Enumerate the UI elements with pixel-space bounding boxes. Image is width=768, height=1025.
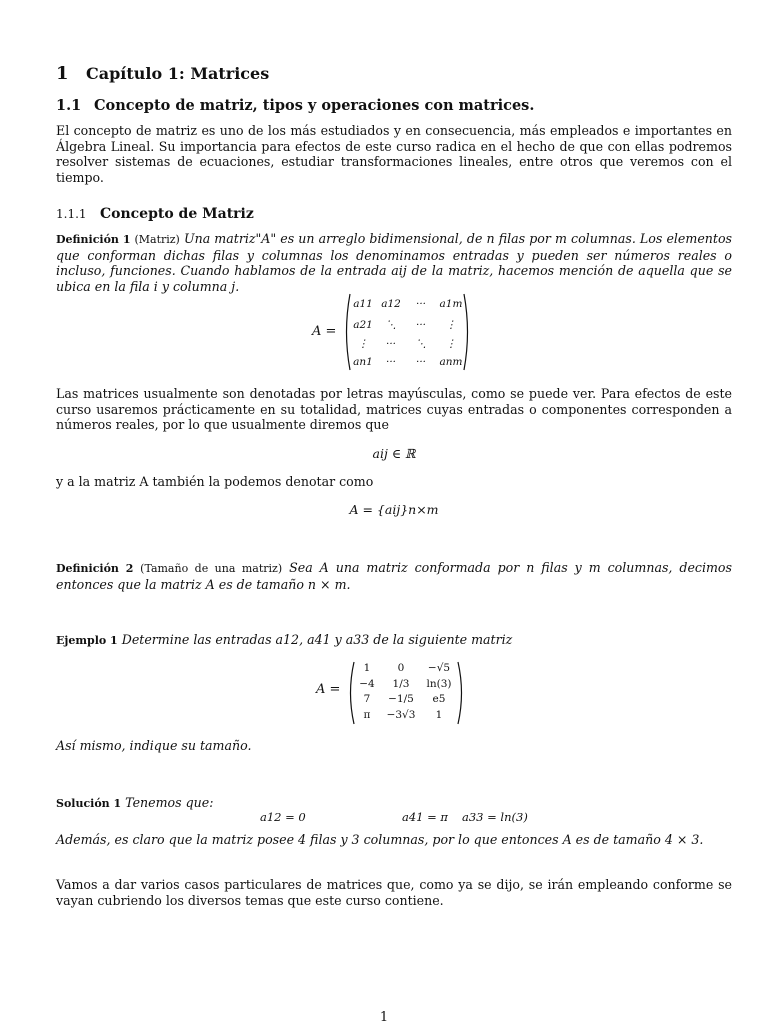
solution-1-label: Solución 1 xyxy=(56,797,122,810)
solution-eq-a41: a41 = π xyxy=(402,810,448,824)
closing-paragraph: Vamos a dar varios casos particulares de matrices que, como ya se dijo, se irán empleando conforme se vayan cubriendo los diversos temas que este curso contiene. xyxy=(56,877,732,908)
example-1-question: Así mismo, indique su tamaño. xyxy=(56,738,252,753)
example-1-label: Ejemplo 1 xyxy=(56,634,118,647)
example-matrix-lhs: A = xyxy=(316,682,341,697)
example-matrix: 1 0 −√5 −4 1/3 ln(3) 7 −1/5 e5 π −3√3 1 xyxy=(346,660,466,726)
definition-2-text: Sea A una matriz conformada por n filas y m columnas, decimos entonces que la matriz A es de tamaño n × m. xyxy=(56,560,732,592)
chapter-number: 1 xyxy=(56,63,69,84)
definition-2 xyxy=(56,560,732,592)
section-title: Concepto de matriz, tipos y operaciones con matrices. xyxy=(94,97,535,114)
chapter-title: Capítulo 1: Matrices xyxy=(86,64,270,83)
solution-1-intro: Tenemos que: xyxy=(125,795,214,810)
definition-1 xyxy=(56,231,732,294)
section-number: 1.1 xyxy=(56,97,82,114)
general-matrix-lhs: A = xyxy=(312,324,337,339)
solution-1-conclusion: Además, es claro que la matriz posee 4 filas y 3 columnas, por lo que entonces A es de tamaño 4 × 3. xyxy=(56,832,704,847)
equation-real-entries: aij ∈ ℝ xyxy=(372,446,416,461)
example-1 xyxy=(56,632,732,649)
subsection-number: 1.1.1 xyxy=(56,207,87,221)
definition-2-label: Definición 2 (Tamaño de una matriz) xyxy=(56,562,283,575)
subsection-heading xyxy=(56,206,732,222)
paragraph-2: Las matrices usualmente son denotadas por letras mayúsculas, como se puede ver. Para efectos de este curso usaremos prácticamente en su totalidad, matrices cuyas entradas o componentes corresponden a números reales, por lo que usualmente diremos que xyxy=(56,386,732,433)
page-number: 1 xyxy=(379,1010,389,1025)
paragraph-3: y a la matriz A también la podemos denotar como xyxy=(56,474,374,489)
right-paren-icon xyxy=(456,660,466,726)
solution-eq-a33: a33 = ln(3) xyxy=(462,810,528,824)
solution-1 xyxy=(56,795,732,812)
intro-paragraph: El concepto de matriz es uno de los más estudiados y en consecuencia, más empleados e importantes en Álgebra Lineal. Su importancia para efectos de este curso radica en el hecho de que con ellas podremos resolver sistemas de ecuaciones, estudiar transformaciones lineales, entre otros que veremos con el tiempo. xyxy=(56,123,732,185)
subsection-title: Concepto de Matriz xyxy=(100,206,254,222)
definition-1-label: Definición 1 (Matriz) xyxy=(56,233,180,246)
definition-1-text: Una matriz"A" es un arreglo bidimensional, de n filas por m columnas. Los elementos que conforman dichas filas y columnas los denominamos entradas y pueden ser números reales o incluso, funciones. Cuando hablamos de la entrada aij de la matriz, hacemos mención de aquella que se ubica en la fila i y columna j. xyxy=(56,231,732,294)
chapter-heading xyxy=(56,63,732,84)
general-matrix: a11 a12 ··· a1m a21 ⋱ ··· ⋮ ⋮ ··· ⋱ ⋮ an1 ··· ··· anm xyxy=(342,292,472,372)
solution-eq-a12: a12 = 0 xyxy=(260,810,306,824)
section-heading xyxy=(56,97,732,114)
example-1-text: Determine las entradas a12, a41 y a33 de la siguiente matriz xyxy=(121,632,513,647)
equation-matrix-notation: A = {aij}n×m xyxy=(349,502,439,517)
